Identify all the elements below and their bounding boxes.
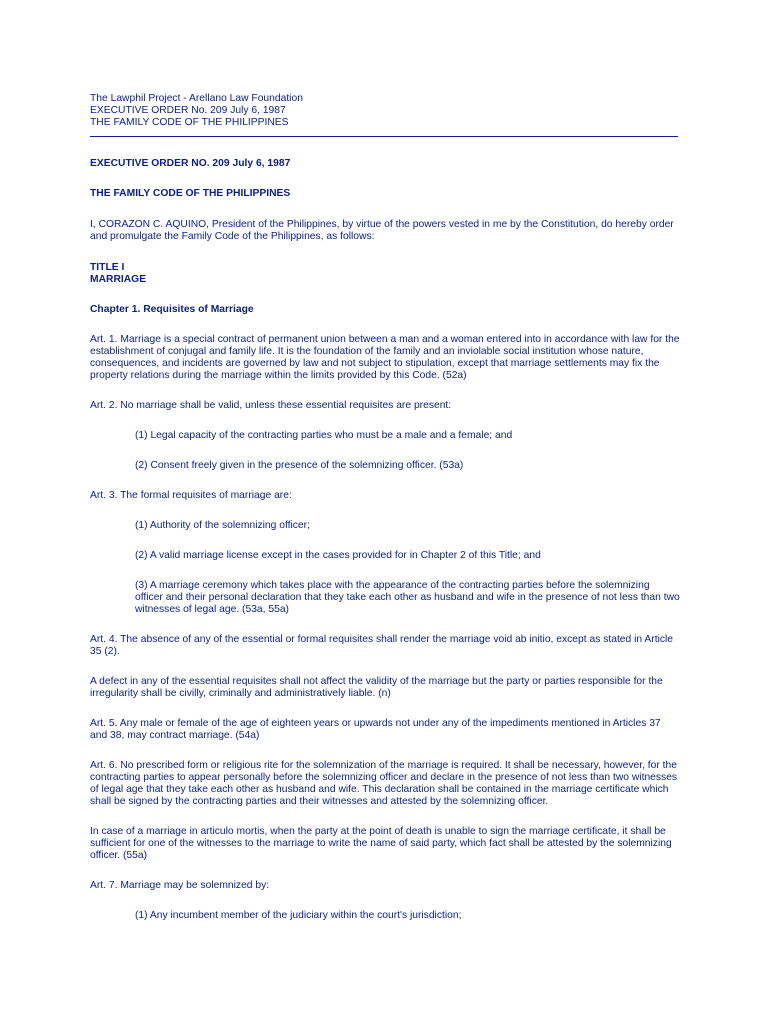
header-divider xyxy=(90,136,678,137)
article-7: Art. 7. Marriage may be solemnized by: xyxy=(90,880,270,891)
article-2: Art. 2. No marriage shall be valid, unless these essential requisites are present: xyxy=(90,400,452,411)
article-4: Art. 4. The absence of any of the essential or formal requisites shall render the marriage void ab initio, except as stated in Article 35 (2). xyxy=(90,634,674,657)
document-header xyxy=(90,93,680,129)
article-4-paragraph-2: A defect in any of the essential requisites shall not affect the validity of the marriage but the party or parties responsible for the irregularity shall be civilly, criminally and administratively liable. (n) xyxy=(90,676,663,699)
article-5: Art. 5. Any male or female of the age of eighteen years or upwards not under any of the impediments mentioned in Articles 37 and 38, may contract marriage. (54a) xyxy=(90,718,661,741)
chapter-heading: Chapter 1. Requisites of Marriage xyxy=(90,304,254,315)
title-label: TITLE I xyxy=(90,262,125,273)
article-3: Art. 3. The formal requisites of marriage are: xyxy=(90,490,292,501)
header-code-title: THE FAMILY CODE OF THE PHILIPPINES xyxy=(90,117,289,128)
article-2-item-2: (2) Consent freely given in the presence of the solemnizing officer. (53a) xyxy=(135,460,464,471)
order-heading: EXECUTIVE ORDER NO. 209 July 6, 1987 xyxy=(90,158,291,169)
title-name: MARRIAGE xyxy=(90,274,147,285)
document-body xyxy=(90,158,680,922)
header-order: EXECUTIVE ORDER No. 209 July 6, 1987 xyxy=(90,105,286,116)
article-6: Art. 6. No prescribed form or religious rite for the solemnization of the marriage is required. It shall be necessary, however, for the contracting parties to appear personally before the solemnizing officer and declare in the presence of not less than two witnesses of legal age that they take each other as husband and wife. This declaration shall be contained in the marriage certificate which shall be signed by the contracting parties and their witnesses and attested by the solemnizing officer. xyxy=(90,760,678,807)
header-source: The Lawphil Project - Arellano Law Foundation xyxy=(90,93,303,104)
article-1: Art. 1. Marriage is a special contract of permanent union between a man and a woman entered into in accordance with law for the establishment of conjugal and family life. It is the foundation of the family and an inviolable social institution whose nature, consequences, and incidents are governed by law and not subject to stipulation, except that marriage settlements may fix the property relations during the marriage within the limits provided by this Code. (52a) xyxy=(90,334,680,381)
article-3-item-1: (1) Authority of the solemnizing officer; xyxy=(135,520,310,531)
article-3-item-3: (3) A marriage ceremony which takes place with the appearance of the contracting parties before the solemnizing officer and their personal declaration that they take each other as husband and wife in the presence of not less than two witnesses of legal age. (53a, 55a) xyxy=(135,580,680,615)
article-6-paragraph-2: In case of a marriage in articulo mortis, when the party at the point of death is unable to sign the marriage certificate, it shall be sufficient for one of the witnesses to the marriage to write the name of said party, which fact shall be attested by the solemnizing officer. (55a) xyxy=(90,826,672,861)
article-2-item-1: (1) Legal capacity of the contracting parties who must be a male and a female; and xyxy=(135,430,513,441)
article-7-item-1: (1) Any incumbent member of the judiciary within the court's jurisdiction; xyxy=(135,910,462,921)
preamble: I, CORAZON C. AQUINO, President of the Philippines, by virtue of the powers vested in me by the Constitution, do hereby order and promulgate the Family Code of the Philippines, as follows: xyxy=(90,219,674,242)
code-heading: THE FAMILY CODE OF THE PHILIPPINES xyxy=(90,188,291,199)
article-3-item-2: (2) A valid marriage license except in the cases provided for in Chapter 2 of this Title; and xyxy=(135,550,541,561)
